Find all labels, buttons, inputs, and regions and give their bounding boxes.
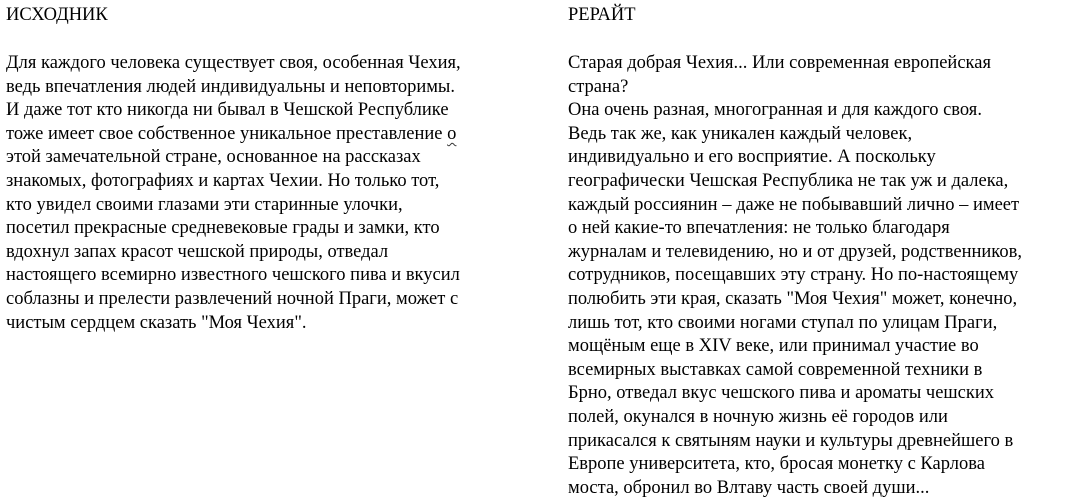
text-line: Она очень разная, многогранная и для каждого своя. xyxy=(568,100,982,121)
text-line: знакомых, фотографиях и картах Чехии. Но только тот, xyxy=(6,170,440,191)
text-line: моста, обронил во Влтаву часть своей души... xyxy=(568,477,930,498)
text-line: страна? xyxy=(568,76,629,97)
text-line xyxy=(6,123,461,147)
text-line: этой замечательной стране, основанное на рассказах xyxy=(6,147,421,168)
original-heading: ИСХОДНИК xyxy=(6,5,108,25)
text-line: вдохнул запах красот чешской природы, отведал xyxy=(6,241,389,262)
text-line: прикасался к святыням науки и культуры древнейшего в xyxy=(568,430,1014,451)
text-line: Старая добрая Чехия... Или современная европейская xyxy=(568,53,991,73)
text-line: мощёным еще в XIV веке, или принимал участие во xyxy=(568,336,979,357)
text-line: Для каждого человека существует своя, особенная Чехия, xyxy=(6,53,461,73)
text-line: сотрудников, посещавших эту страну. Но по-настоящему xyxy=(568,265,1019,286)
rewrite-text-body xyxy=(568,52,1022,500)
text-line: чистым сердцем сказать "Моя Чехия". xyxy=(6,312,307,333)
text-line: географически Чешская Республика не так уж и далека, xyxy=(568,170,1009,191)
rewrite-heading: РЕРАЙТ xyxy=(568,5,636,25)
text-line: индивидуально и его восприятие. А поскольку xyxy=(568,147,936,168)
text-line: кто увидел своими глазами эти старинные улочки, xyxy=(6,194,403,215)
text-line: ведь впечатления людей индивидуальны и неповторимы. xyxy=(6,76,455,97)
text-line: соблазны и прелести развлечений ночной Праги, может с xyxy=(6,288,459,309)
text-line: лишь тот, кто своими ногами ступал по улицам Праги, xyxy=(568,312,998,333)
text-line: Ведь так же, как уникален каждый человек, xyxy=(568,123,913,144)
text-line: И даже тот кто никогда ни бывал в Чешской Республике xyxy=(6,100,449,121)
text-line: полей, окунался в ночную жизнь её городов или xyxy=(568,406,948,427)
text-line-part: тоже имеет свое собственное уникальное преставление xyxy=(6,123,448,144)
text-line: каждый россиянин – даже не побывавший лично – имеет xyxy=(568,194,1020,215)
text-line: Европе университета, кто, бросая монетку с Карлова xyxy=(568,454,985,475)
text-line: всемирных выставках самой современной техники в xyxy=(568,359,983,380)
text-line: Брно, отведал вкус чешского пива и ароматы чешских xyxy=(568,383,994,404)
spellcheck-marked-word: о xyxy=(447,123,457,144)
text-line: посетил прекрасные средневековые грады и замки, кто xyxy=(6,218,440,239)
original-text-body xyxy=(6,52,461,335)
text-line: о ней какие-то впечатления: не только благодаря xyxy=(568,218,950,239)
text-line: настоящего всемирно известного чешского пива и вкусил xyxy=(6,265,460,286)
text-line: журналам и телевидению, но и от друзей, родственников, xyxy=(568,241,1022,262)
text-line: полюбить эти края, сказать "Моя Чехия" может, конечно, xyxy=(568,288,1018,309)
